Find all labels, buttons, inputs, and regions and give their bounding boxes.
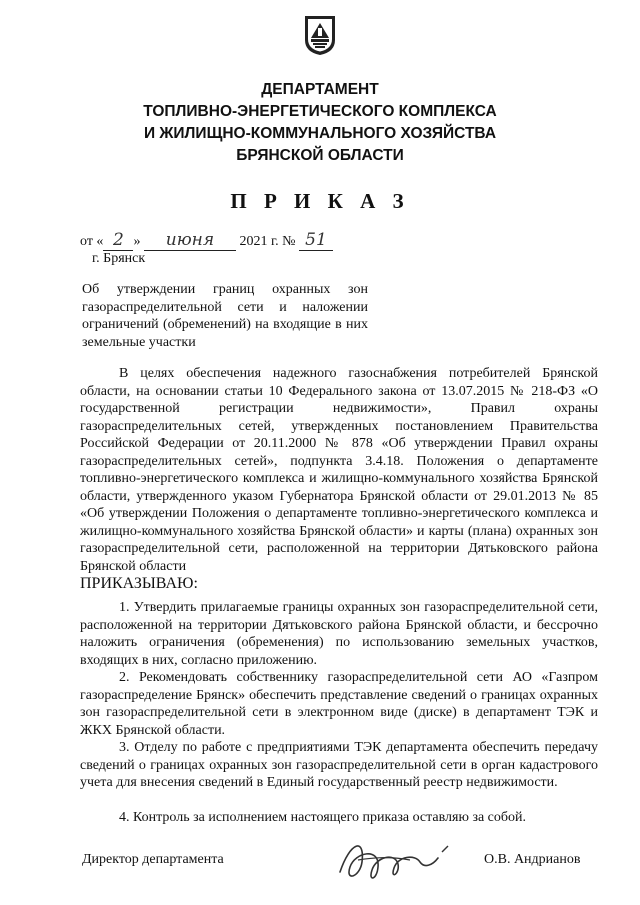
order-subject: Об утверждении границ охранных зон газораспределительной сети и наложении ограничений (обременений) на входящие в них земельные участки	[82, 282, 368, 350]
order-item-4: 4. Контроль за исполнением настоящего приказа оставляю за собой.	[119, 810, 527, 825]
signatory-position: Директор департамента	[82, 852, 224, 867]
order-item-3: 3. Отделу по работе с предприятиями ТЭК департамента обеспечить передачу сведений о границах охранных зон газораспределительной сети в орган кадастрового учета для внесения сведений в Единый государственный реестр недвижимости.	[80, 740, 598, 790]
order-number: 51	[299, 230, 333, 251]
document-title: П Р И К А З	[230, 189, 410, 213]
handwritten-signature	[320, 832, 460, 892]
coat-of-arms-emblem	[303, 14, 337, 56]
date-month: июня	[144, 230, 236, 251]
date-prefix: от «	[80, 234, 104, 249]
signatory-name: О.В. Андрианов	[484, 852, 581, 867]
department-name-line-4: БРЯНСКОЙ ОБЛАСТИ	[236, 147, 404, 164]
order-item-2: 2. Рекомендовать собственнику газораспределительной сети АО «Газпром газораспределение Брянск» обеспечить представление сведений о границах охранных зон газораспределительной сети в электронном виде (диске) в департамент ТЭК и ЖКХ Брянской области.	[80, 670, 598, 738]
department-name-line-2: ТОПЛИВНО-ЭНЕРГЕТИЧЕСКОГО КОМПЛЕКСА	[143, 103, 497, 120]
preamble-paragraph: В целях обеспечения надежного газоснабжения потребителей Брянской области, на основании статьи 10 Федерального закона от 13.07.2015 № 218-ФЗ «О государственной регистрации недвижимости», Правил охраны газораспределительных сетей, утвержденных постановлением Правительства Российской Федерации от 20.11.2000 № 878 «Об утверждении Правил охраны газораспределительных сетей», подпункта 3.4.18. Положения о департаменте топливно-энергетического комплекса и жилищно-коммунального хозяйства Брянской области, утвержденного указом Губернатора Брянской области от 29.01.2013 № 85 «Об утверждении Положения о департаменте топливно-энергетического комплекса и жилищно-коммунального хозяйства Брянской области» и карты (плана) охранных зон газораспределительной сети, расположенной на территории Дятьковского района Брянской области	[80, 366, 598, 574]
department-name-line-1: ДЕПАРТАМЕНТ	[261, 81, 379, 98]
department-name-line-3: И ЖИЛИЩНО-КОММУНАЛЬНОГО ХОЗЯЙСТВА	[143, 125, 497, 142]
order-word: ПРИКАЗЫВАЮ:	[80, 575, 198, 592]
date-mid: »	[133, 234, 141, 249]
order-item-1: 1. Утвердить прилагаемые границы охранных зон газораспределительной сети, расположенной на территории Дятьковского района Брянской области, и бессрочно наложить ограничения (обременения) по использованию земельных участков, входящих в них, согласно приложению.	[80, 600, 598, 668]
date-year-number-label: 2021 г. №	[239, 234, 296, 249]
date-day: 2	[103, 230, 133, 251]
city: г. Брянск	[92, 251, 146, 266]
date-line	[80, 230, 333, 251]
